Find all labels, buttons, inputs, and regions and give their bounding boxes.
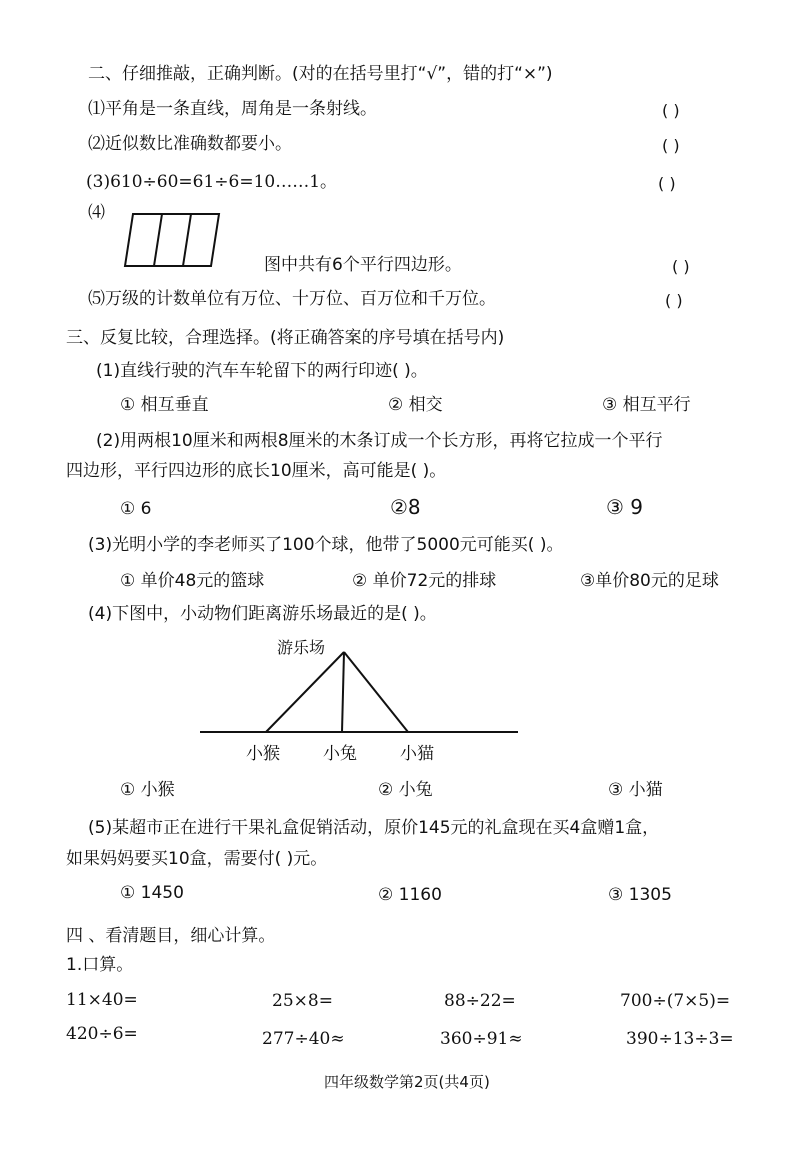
- calc-r2-c4: 390÷13÷3=: [626, 1029, 734, 1049]
- choice-q5-option-1[interactable]: ① 1450: [120, 883, 184, 903]
- calc-r1-c1: 11×40=: [66, 990, 138, 1010]
- choice-q2-option-1[interactable]: ① 6: [120, 499, 152, 519]
- path-to-monkey: [266, 652, 344, 732]
- choice-q4-option-3[interactable]: ③ 小猫: [608, 780, 663, 800]
- choice-q1-stem: (1)直线行驶的汽车车轮留下的两行印迹( )。: [96, 361, 428, 381]
- choice-q4-option-1[interactable]: ① 小猴: [120, 780, 175, 800]
- inner-divider-1: [154, 214, 162, 266]
- answer-paren-q4[interactable]: ( ): [672, 257, 690, 276]
- distance-diagram: [200, 650, 520, 735]
- answer-paren-q2[interactable]: ( ): [662, 136, 680, 155]
- choice-q2-stem-line2: 四边形，平行四边形的底长10厘米，高可能是( )。: [66, 461, 447, 481]
- choice-q1-option-1[interactable]: ① 相互垂直: [120, 395, 209, 415]
- calc-r2-c1: 420÷6=: [66, 1024, 138, 1044]
- outer-parallelogram: [125, 214, 219, 266]
- calc-r1-c4: 700÷(7×5)=: [620, 991, 731, 1011]
- oral-calc-heading: 1.口算。: [66, 955, 134, 975]
- rabbit-label: 小兔: [323, 744, 357, 764]
- answer-paren-q1[interactable]: ( ): [662, 101, 680, 120]
- monkey-label: 小猴: [246, 744, 280, 764]
- cat-label: 小猫: [400, 744, 434, 764]
- section3-title: 三、反复比较，合理选择。(将正确答案的序号填在括号内): [66, 328, 505, 348]
- calc-r1-c2: 25×8=: [272, 991, 333, 1011]
- choice-q5-option-2[interactable]: ② 1160: [378, 885, 442, 905]
- choice-q3-option-2[interactable]: ② 单价72元的排球: [352, 571, 497, 591]
- choice-q2-stem-line1: (2)用两根10厘米和两根8厘米的木条订成一个长方形，再将它拉成一个平行: [96, 431, 663, 451]
- judge-q1: ⑴平角是一条直线，周角是一条射线。: [88, 99, 377, 119]
- parallelogram-figure: [125, 212, 220, 268]
- section4-title: 四 、看清题目，细心计算。: [66, 926, 276, 946]
- choice-q1-option-2[interactable]: ② 相交: [388, 395, 443, 415]
- choice-q2-option-3[interactable]: ③ 9: [606, 495, 644, 519]
- calc-r1-c3: 88÷22=: [444, 991, 516, 1011]
- section2-title: 二、仔细推敲，正确判断。(对的在括号里打“√”，错的打“×”): [88, 64, 553, 84]
- calc-r2-c2: 277÷40≈: [262, 1029, 345, 1049]
- path-to-rabbit: [342, 652, 344, 732]
- judge-q3: (3)610÷60=61÷6=10……1。: [86, 172, 338, 192]
- choice-q4-stem: (4)下图中，小动物们距离游乐场最近的是( )。: [88, 604, 437, 624]
- answer-paren-q3[interactable]: ( ): [658, 174, 676, 193]
- judge-q4-number: ⑷: [88, 203, 105, 223]
- choice-q2-option-2[interactable]: ②8: [390, 495, 421, 519]
- answer-paren-q5[interactable]: ( ): [665, 291, 683, 310]
- choice-q5-stem-line2: 如果妈妈要买10盒，需要付( )元。: [66, 849, 328, 869]
- judge-q4-text: 图中共有6个平行四边形。: [264, 255, 462, 275]
- page-footer: 四年级数学第2页(共4页): [324, 1073, 490, 1091]
- path-to-cat: [344, 652, 408, 732]
- amusement-park-label: 游乐场: [277, 638, 326, 657]
- calc-r2-c3: 360÷91≈: [440, 1029, 523, 1049]
- inner-divider-2: [183, 214, 191, 266]
- choice-q3-stem: (3)光明小学的李老师买了100个球，他带了5000元可能买( )。: [88, 535, 564, 555]
- judge-q2: ⑵近似数比准确数都要小。: [88, 134, 292, 154]
- choice-q5-option-3[interactable]: ③ 1305: [608, 885, 672, 905]
- choice-q4-option-2[interactable]: ② 小兔: [378, 780, 433, 800]
- choice-q1-option-3[interactable]: ③ 相互平行: [602, 395, 691, 415]
- judge-q5: ⑸万级的计数单位有万位、十万位、百万位和千万位。: [88, 289, 496, 309]
- choice-q3-option-1[interactable]: ① 单价48元的篮球: [120, 571, 265, 591]
- choice-q3-option-3[interactable]: ③单价80元的足球: [580, 571, 719, 591]
- choice-q5-stem-line1: (5)某超市正在进行干果礼盒促销活动，原价145元的礼盒现在买4盒赠1盒，: [88, 818, 660, 838]
